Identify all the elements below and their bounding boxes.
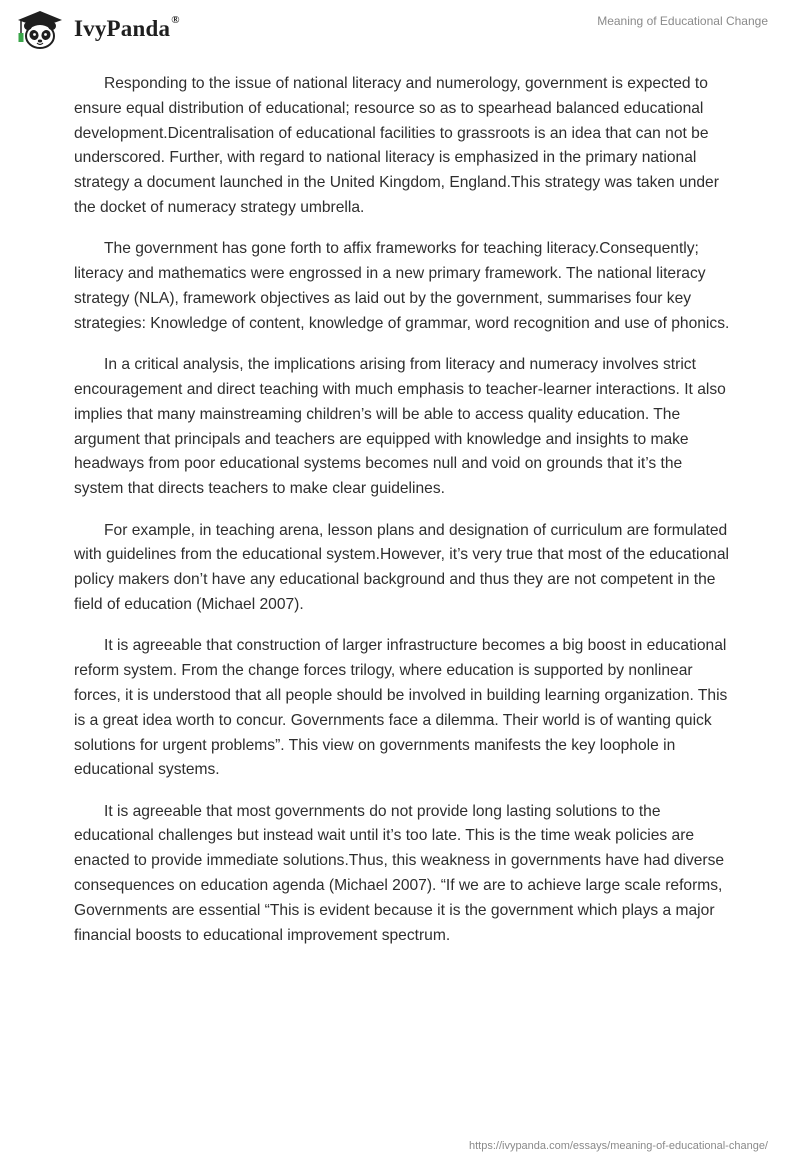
paragraph: It is agreeable that most governments do not provide long lasting solutions to the educational challenges but instead wait until it’s too late. This is the time weak policies are enacted to provide immediate solutions.Thus, this weakness in governments have had diverse consequences on education agenda (Michael 2007). “If we are to achieve large scale reforms, Governments are essential “This is evident because it is the government which plays a major financial boosts to educational improvement spectrum. (74, 802, 725, 944)
paragraph: The government has gone forth to affix frameworks for teaching literacy.Consequently; literacy and mathematics were engrossed in a new primary framework. The national literacy strategy (NLA), framework objectives as laid out by the government, summarises four key strategies: Knowledge of content, knowledge of grammar, word recognition and use of phonics. (74, 240, 730, 332)
paragraph: Responding to the issue of national literacy and numerology, government is expected to ensure equal distribution of educational; resource so as to spearhead balanced educational development.Dicentralisation of educational facilities to grassroots is an idea that can not be underscored. Further, with regard to national literacy is emphasized in the primary national strategy a document launched in the United Kingdom, England.This strategy was taken under the docket of numeracy strategy umbrella. (74, 75, 719, 216)
paragraph: For example, in teaching arena, lesson plans and designation of curriculum are formulated with guidelines from the educational system.However, it’s very true that most of the educational policy makers don’t have any educational background and thus they are not competent in the field of education (Michael 2007). (74, 521, 729, 613)
paragraph: It is agreeable that construction of larger infrastructure becomes a big boost in educational reform system. From the change forces trilogy, where education is supported by nonlinear forces, it is understood that all people should be involved in building learning organization. This is a great idea worth to concur. Governments face a dilemma. Their world is of wanting quick solutions for urgent problems”. This view on governments manifests the key loophole in educational systems. (74, 637, 728, 779)
document-title: Meaning of Educational Change (597, 14, 768, 28)
source-url[interactable]: https://ivypanda.com/essays/meaning-of-educational-change/ (468, 1140, 768, 1152)
brand-name (74, 16, 180, 42)
paragraph: In a critical analysis, the implications arising from literacy and numeracy involves strict encouragement and direct teaching with much emphasis to teacher-learner interactions. It also implies that many mainstreaming children’s will be able to access quality education. The argument that principals and teachers are equipped with knowledge and insights to make headways from poor educational systems becomes null and void on grounds that it’s the system that directs teachers to make clear guidelines. (74, 356, 726, 498)
registered-mark: ® (171, 14, 180, 26)
panda-graduate-icon (12, 8, 68, 50)
page-header (0, 0, 800, 70)
essay-body (74, 72, 734, 965)
brand-logo[interactable] (12, 8, 180, 50)
brand-name-text: IvyPanda (74, 16, 171, 41)
